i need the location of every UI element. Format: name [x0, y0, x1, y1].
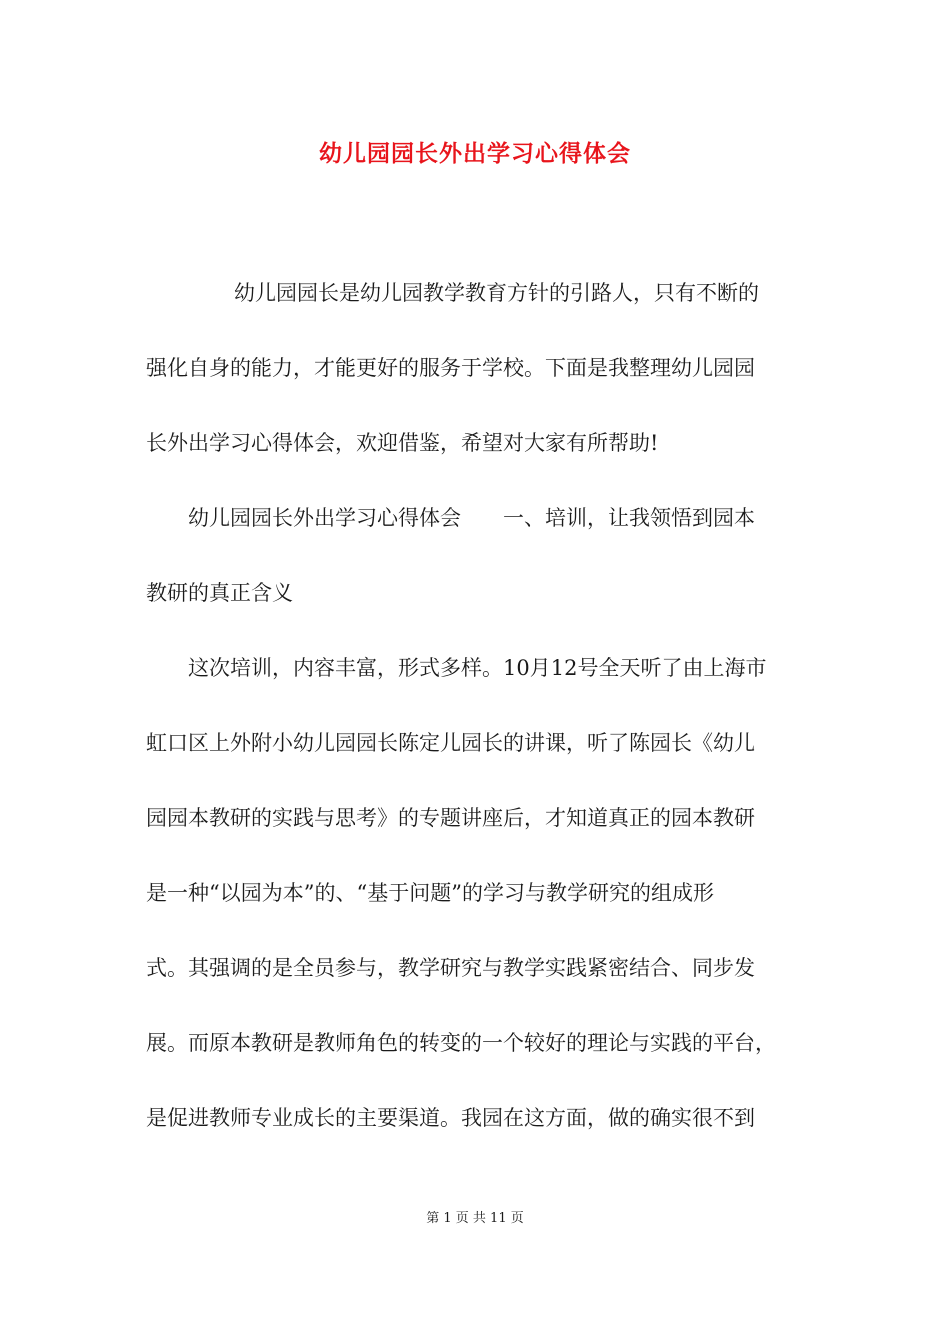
- paragraph-line: 园园本教研的实践与思考》的专题讲座后，才知道真正的园本教研: [146, 806, 755, 830]
- paragraph-line: 式。其强调的是全员参与，教学研究与教学实践紧密结合、同步发: [146, 956, 755, 980]
- paragraph-line: 长外出学习心得体会，欢迎借鉴，希望对大家有所帮助!: [146, 431, 659, 455]
- paragraph-line: 是促进教师专业成长的主要渠道。我园在这方面，做的确实很不到: [146, 1106, 755, 1130]
- paragraph-line: 幼儿园园长是幼儿园教学教育方针的引路人，只有不断的: [234, 281, 759, 305]
- document-title: 幼儿园园长外出学习心得体会: [319, 140, 631, 167]
- paragraph-line: 这次培训，内容丰富，形式多样。10月12号全天听了由上海市: [188, 656, 767, 680]
- paragraph-line: 是一种“以园为本”的、“基于问题”的学习与教学研究的组成形: [146, 881, 714, 905]
- page-number-footer: 第 1 页 共 11 页: [426, 1211, 524, 1226]
- paragraph-line: 虹口区上外附小幼儿园园长陈定儿园长的讲课，听了陈园长《幼儿: [146, 731, 755, 755]
- paragraph-line: 教研的真正含义: [146, 581, 293, 605]
- paragraph-line: 展。而原本教研是教师角色的转变的一个较好的理论与实践的平台，: [146, 1031, 776, 1055]
- paragraph-line: 强化自身的能力，才能更好的服务于学校。下面是我整理幼儿园园: [146, 356, 755, 380]
- paragraph-line: 幼儿园园长外出学习心得体会 一、培训，让我领悟到园本: [188, 506, 755, 530]
